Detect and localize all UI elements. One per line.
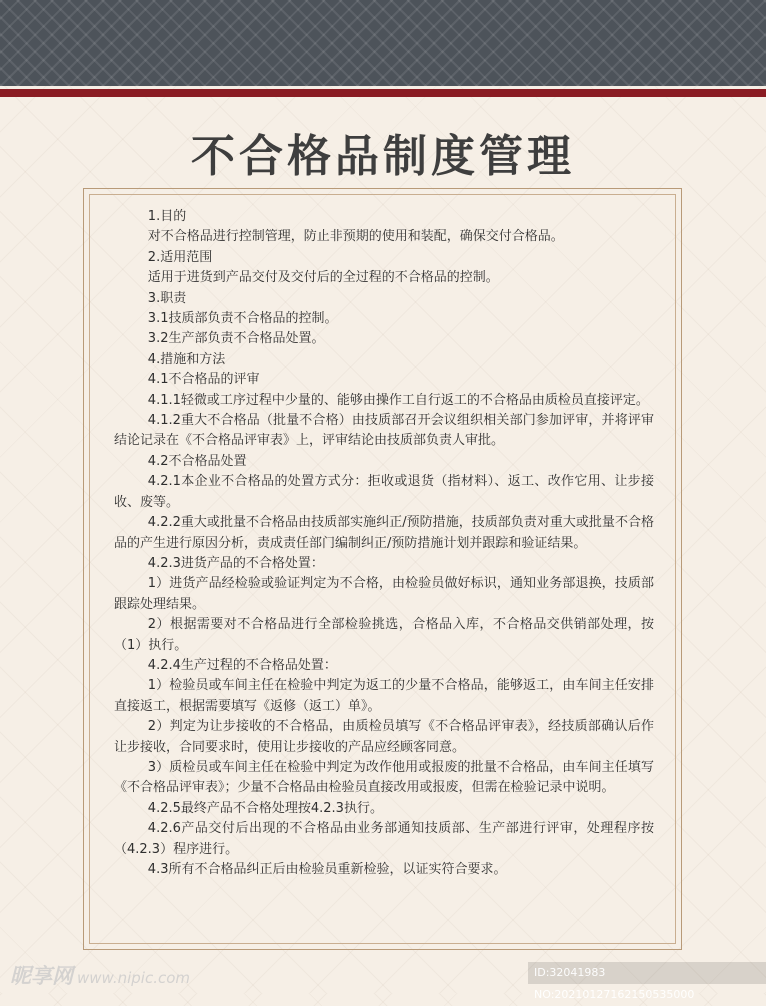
paragraph-line: 1）检验员或车间主任在检验中判定为返工的少量不合格品，能够返工，由车间主任安排直接返工，根据需要填写《返修（返工）单》。	[114, 678, 654, 714]
watermark-logo	[10, 960, 190, 990]
paragraph-line: 4.措施和方法	[147, 351, 226, 367]
regulation-text-body	[114, 207, 654, 880]
paragraph-line: 4.2不合格品处置	[147, 453, 247, 469]
paragraph-line: 适用于进货到产品交付及交付后的全过程的不合格品的控制。	[147, 270, 499, 286]
page-title: 不合格品制度管理	[191, 131, 575, 182]
paragraph-line: 3.1技质部负责不合格品的控制。	[147, 311, 338, 327]
watermark-logo-text: 昵享网	[10, 964, 73, 988]
paragraph-line: 4.1.1轻微或工序过程中少量的、能够由操作工自行返工的不合格品由质检员直接评定。	[147, 392, 649, 408]
paragraph-line: 4.3所有不合格品纠正后由检验员重新检验，以证实符合要求。	[147, 862, 507, 877]
paragraph-line: 3）质检员或车间主任在检验中判定为改作他用或报废的批量不合格品，由车间主任填写《不合格品评审表》；少量不合格品由检验员直接改用或报废，但需在检验记录中说明。	[114, 759, 654, 796]
paragraph-line: 4.2.3进货产品的不合格处置：	[147, 555, 324, 571]
paragraph-line: 4.2.5最终产品不合格处理按4.2.3执行。	[147, 800, 383, 816]
paragraph-line: 3.2生产部负责不合格品处置。	[147, 331, 325, 347]
paragraph-line: 2.适用范围	[147, 249, 213, 265]
paragraph-line: 3.职责	[147, 290, 187, 306]
paragraph-line: 4.2.1本企业不合格品的处置方式分：拒收或退货（指材料）、返工、改作它用、让步接收、废等。	[114, 474, 654, 510]
paragraph-line: 4.2.6产品交付后出现的不合格品由业务部通知技质部、生产部进行评审，处理程序按（4.2.3）程序进行。	[114, 821, 654, 857]
watermark-url: www.nipic.com	[77, 969, 191, 987]
paragraph-line: 4.2.2重大或批量不合格品由技质部实施纠正/预防措施，技质部负责对重大或批量不合格品的产生进行原因分析，责成责任部门编制纠正/预防措施计划并跟踪和验证结果。	[114, 515, 654, 551]
paragraph-line: 对不合格品进行控制管理，防止非预期的使用和装配，确保交付合格品。	[147, 229, 564, 245]
paragraph-line: 4.1不合格品的评审	[147, 372, 260, 388]
header-pattern-band	[0, 0, 766, 86]
paragraph-line: 2）判定为让步接收的不合格品，由质检员填写《不合格品评审表》，经技质部确认后作让步接收，合同要求时，使用让步接收的产品应经顾客同意。	[114, 719, 654, 755]
paragraph-line: 1.目的	[147, 209, 187, 224]
paragraph-line: 4.2.4生产过程的不合格品处置：	[147, 657, 337, 673]
accent-stripe	[0, 89, 766, 97]
paragraph-line: 4.1.2重大不合格品（批量不合格）由技质部召开会议组织相关部门参加评审，并将评审结论记录在《不合格品评审表》上，评审结论由技质部负责人审批。	[114, 413, 654, 449]
image-id-bar: ID:32041983 NO:20210127162150535000	[528, 962, 766, 984]
paragraph-line: 2）根据需要对不合格品进行全部检验挑选，合格品入库，不合格品交供销部处理，按（1）执行。	[114, 617, 654, 653]
paragraph-line: 1）进货产品经检验或验证判定为不合格，由检验员做好标识，通知业务部退换，技质部跟踪处理结果。	[114, 576, 654, 612]
